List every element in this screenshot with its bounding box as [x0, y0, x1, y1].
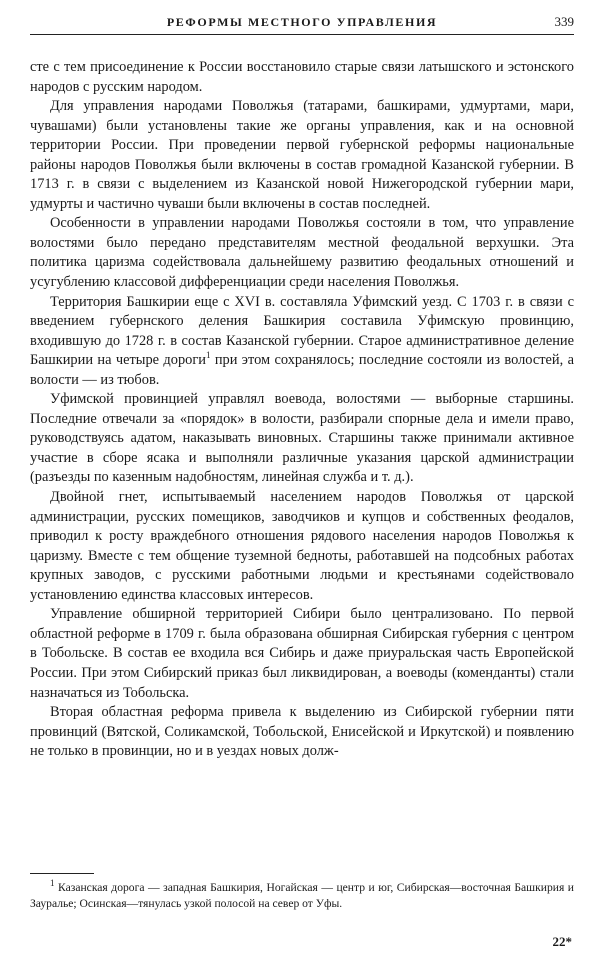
- paragraph-1: сте с тем присоединение к России восстановило старые связи латышского и эстонского народов с русским народом.: [30, 59, 574, 95]
- page-number: 339: [554, 14, 574, 29]
- footnote-text: Казанская дорога — западная Башкирия, Ногайская — центр и юг, Сибирская—восточная Башкирия и Зауралье; Осинская—тянулась узкой полосой на север от Уфы.: [30, 881, 575, 910]
- paragraph-2: Для управления народами Поволжья (татарами, башкирами, удмуртами, мари, чувашами) были установлены такие же органы управления, как и на основной территории России. При проведении первой губернской реформы национальные районы народов Поволжья были включены в состав громадной Казанской губернии. В 1713 г. в связи с выделением из Казанской новой Нижегородской губернии мари, удмурты и частично чуваши были включены в состав последней.: [30, 98, 574, 212]
- paragraph-7: Управление обширной территорией Сибири было централизовано. По первой областной реформе в 1709 г. была образована обширная Сибирская губерния с центром в Тобольске. В состав ее входила вся Сибирь и даже приуральская часть Европейской России. При этом Сибирский приказ был ликвидирован, а воеводы (коменданты) стали назначаться из Тобольска.: [30, 606, 574, 701]
- running-title: РЕФОРМЫ МЕСТНОГО УПРАВЛЕНИЯ: [166, 15, 438, 29]
- page-header: [30, 12, 574, 35]
- paragraph-5: Уфимской провинцией управлял воевода, волостями — выборные старшины. Последние отвечали за «порядок» в волости, разбирали спорные дела и имели право, руководствуясь адатом, наказывать виновных. Старшины также принимали активное участие в сборе ясака и выполняли различные указания царской администрации (разъезды по казенным надобностям, линейная служба и т. д.).: [30, 391, 574, 486]
- footnote-ref: 1: [205, 350, 211, 361]
- paragraph-4-head: Территория Башкирии еще с XVI в. составляла Уфимский уезд. С 1703 г. в связи с введением губернского деления Башкирия составила Уфимскую провинцию, входившую до 1728 г. в состав Казанской губернии. Старое административное деление Башкирии на четыре дороги: [30, 293, 574, 369]
- footnote: [30, 880, 574, 912]
- footnote-divider: [30, 873, 94, 874]
- paragraph-4-tail: при этом сохранялось; последние состояли из волостей, а волости — из тюбов.: [30, 352, 574, 388]
- paragraph-3: Особенности в управлении народами Поволжья состояли в том, что управление волостями было передано представителям местной феодальной верхушки. Эта политика царизма содействовала дальнейшему развитию феодальных отношений и усугублению классовой дифференциации среди населения Поволжья.: [30, 215, 574, 291]
- paragraph-6: Двойной гнет, испытываемый населением народов Поволжья от царской администрации, русских помещиков, заводчиков и купцов и собственных феодалов, приводил к росту враждебного отношения рядового населения народов Поволжья к царизму. Вместе с тем общение туземной бедноты, работавшей на подсобных работах крупных заводов, с русскими работными людьми и крестьянами содействовало установлению единства классовых интересов.: [30, 489, 574, 603]
- paragraph-8: Вторая областная реформа привела к выделению из Сибирской губернии пяти провинций (Вятской, Соликамской, Тобольской, Енисейской и Иркутской) и появлению не только в провинции, но и в уездах новых долж-: [30, 704, 574, 760]
- main-text: [30, 58, 574, 762]
- footnote-marker: 1: [50, 878, 55, 889]
- signature-mark: 22*: [552, 934, 572, 949]
- paragraph-4: [30, 293, 574, 391]
